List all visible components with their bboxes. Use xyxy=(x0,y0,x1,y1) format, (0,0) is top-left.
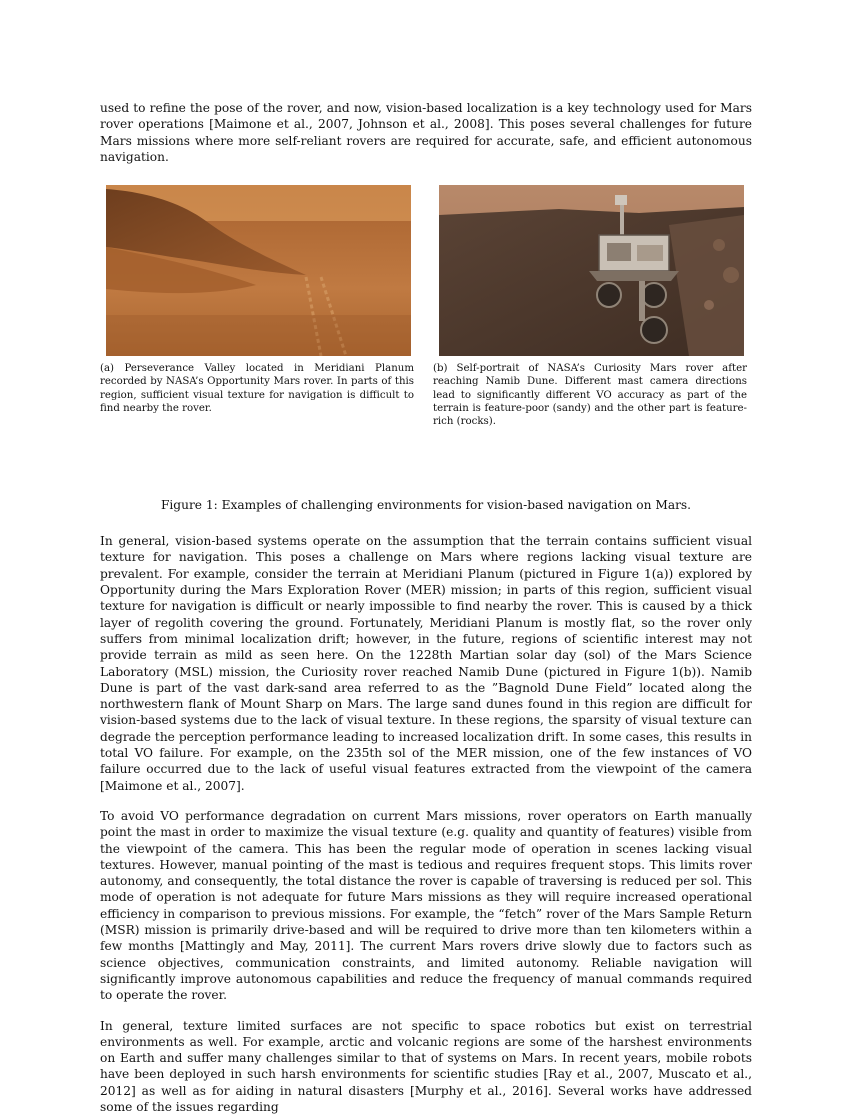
subfigure-a-caption: (a) Perseverance Valley located in Meridiani Planum recorded by NASA’s Opportunity Mars rover. In parts of this region, sufficient visual texture for navigation is difficult to find nearby the rover. xyxy=(100,362,414,415)
subfigure-b-caption: (b) Self-portrait of NASA’s Curiosity Mars rover after reaching Namib Dune. Different mast camera directions lead to significantly different VO accuracy as part of the terrain is feature-poor (sandy) and the other part is feature-rich (rocks). xyxy=(433,362,747,428)
subfigure-a xyxy=(100,185,414,415)
page-content xyxy=(100,100,752,1115)
perseverance-valley-image xyxy=(106,185,411,356)
body-paragraph-2: To avoid VO performance degradation on current Mars missions, rover operators on Earth manually point the mast in order to maximize the visual texture (e.g. quality and quantity of features) visible from the viewpoint of the camera. This has been the regular mode of operation in scenes lacking visual textures. However, manual pointing of the mast is tedious and requires frequent stops. This limits rover autonomy, and consequently, the total distance the rover is capable of traversing is reduced per sol. This mode of operation is not adequate for future Mars missions as they will require increased operational efficiency in comparison to previous missions. For example, the “fetch” rover of the Mars Sample Return (MSR) mission is primarily drive-based and will be required to drive more than ten kilometers within a few months [Mattingly and May, 2011]. The current Mars rovers drive slowly due to factors such as science objectives, communication constraints, and limited autonomy. Reliable navigation will significantly improve autonomous capabilities and reduce the frequency of manual commands required to operate the rover. xyxy=(100,808,752,1004)
body-paragraph-1: In general, vision-based systems operate on the assumption that the terrain contains sufficient visual texture for navigation. This poses a challenge on Mars where regions lacking visual texture are prevalent. For example, consider the terrain at Meridiani Planum (pictured in Figure 1(a)) explored by Opportunity during the Mars Exploration Rover (MER) mission; in parts of this region, sufficient visual texture for navigation is difficult or nearly impossible to find nearby the rover. This is caused by a thick layer of regolith covering the ground. Fortunately, Meridiani Planum is mostly flat, so the rover only suffers from minimal localization drift; however, in the future, regions of scientific interest may not provide terrain as mild as seen here. On the 1228th Martian solar day (sol) of the Mars Science Laboratory (MSL) mission, the Curiosity rover reached Namib Dune (pictured in Figure 1(b)). Namib Dune is part of the vast dark-sand area referred to as the ”Bagnold Dune Field” located along the northwestern flank of Mount Sharp on Mars. The large sand dunes found in this region are difficult for vision-based systems due to the lack of visual texture. In these regions, the sparsity of visual texture can degrade the perception performance leading to increased localization drift. In some cases, this results in total VO failure. For example, on the 235th sol of the MER mission, one of the few instances of VO failure occurred due to the lack of useful visual features extracted from the viewpoint of the camera [Maimone et al., 2007]. xyxy=(100,533,752,794)
body-paragraph-3: In general, texture limited surfaces are not specific to space robotics but exist on terrestrial environments as well. For example, arctic and volcanic regions are some of the harshest environments on Earth and suffer many challenges similar to that of systems on Mars. In recent years, mobile robots have been deployed in such harsh environments for scientific studies [Ray et al., 2007, Muscato et al., 2012] as well as for aiding in natural disasters [Murphy et al., 2016]. Several works have addressed some of the issues regarding xyxy=(100,1018,752,1115)
curiosity-self-portrait-image xyxy=(439,185,744,356)
figure-caption: Figure 1: Examples of challenging environments for vision-based navigation on Mars. xyxy=(100,497,752,533)
intro-paragraph: used to refine the pose of the rover, and now, vision-based localization is a key technology used for Mars rover operations [Maimone et al., 2007, Johnson et al., 2008]. This poses several challenges for future Mars missions where more self-reliant rovers are required for accurate, safe, and efficient autonomous navigation. xyxy=(100,100,752,165)
subfigure-b xyxy=(433,185,747,428)
figure-1 xyxy=(100,185,752,497)
